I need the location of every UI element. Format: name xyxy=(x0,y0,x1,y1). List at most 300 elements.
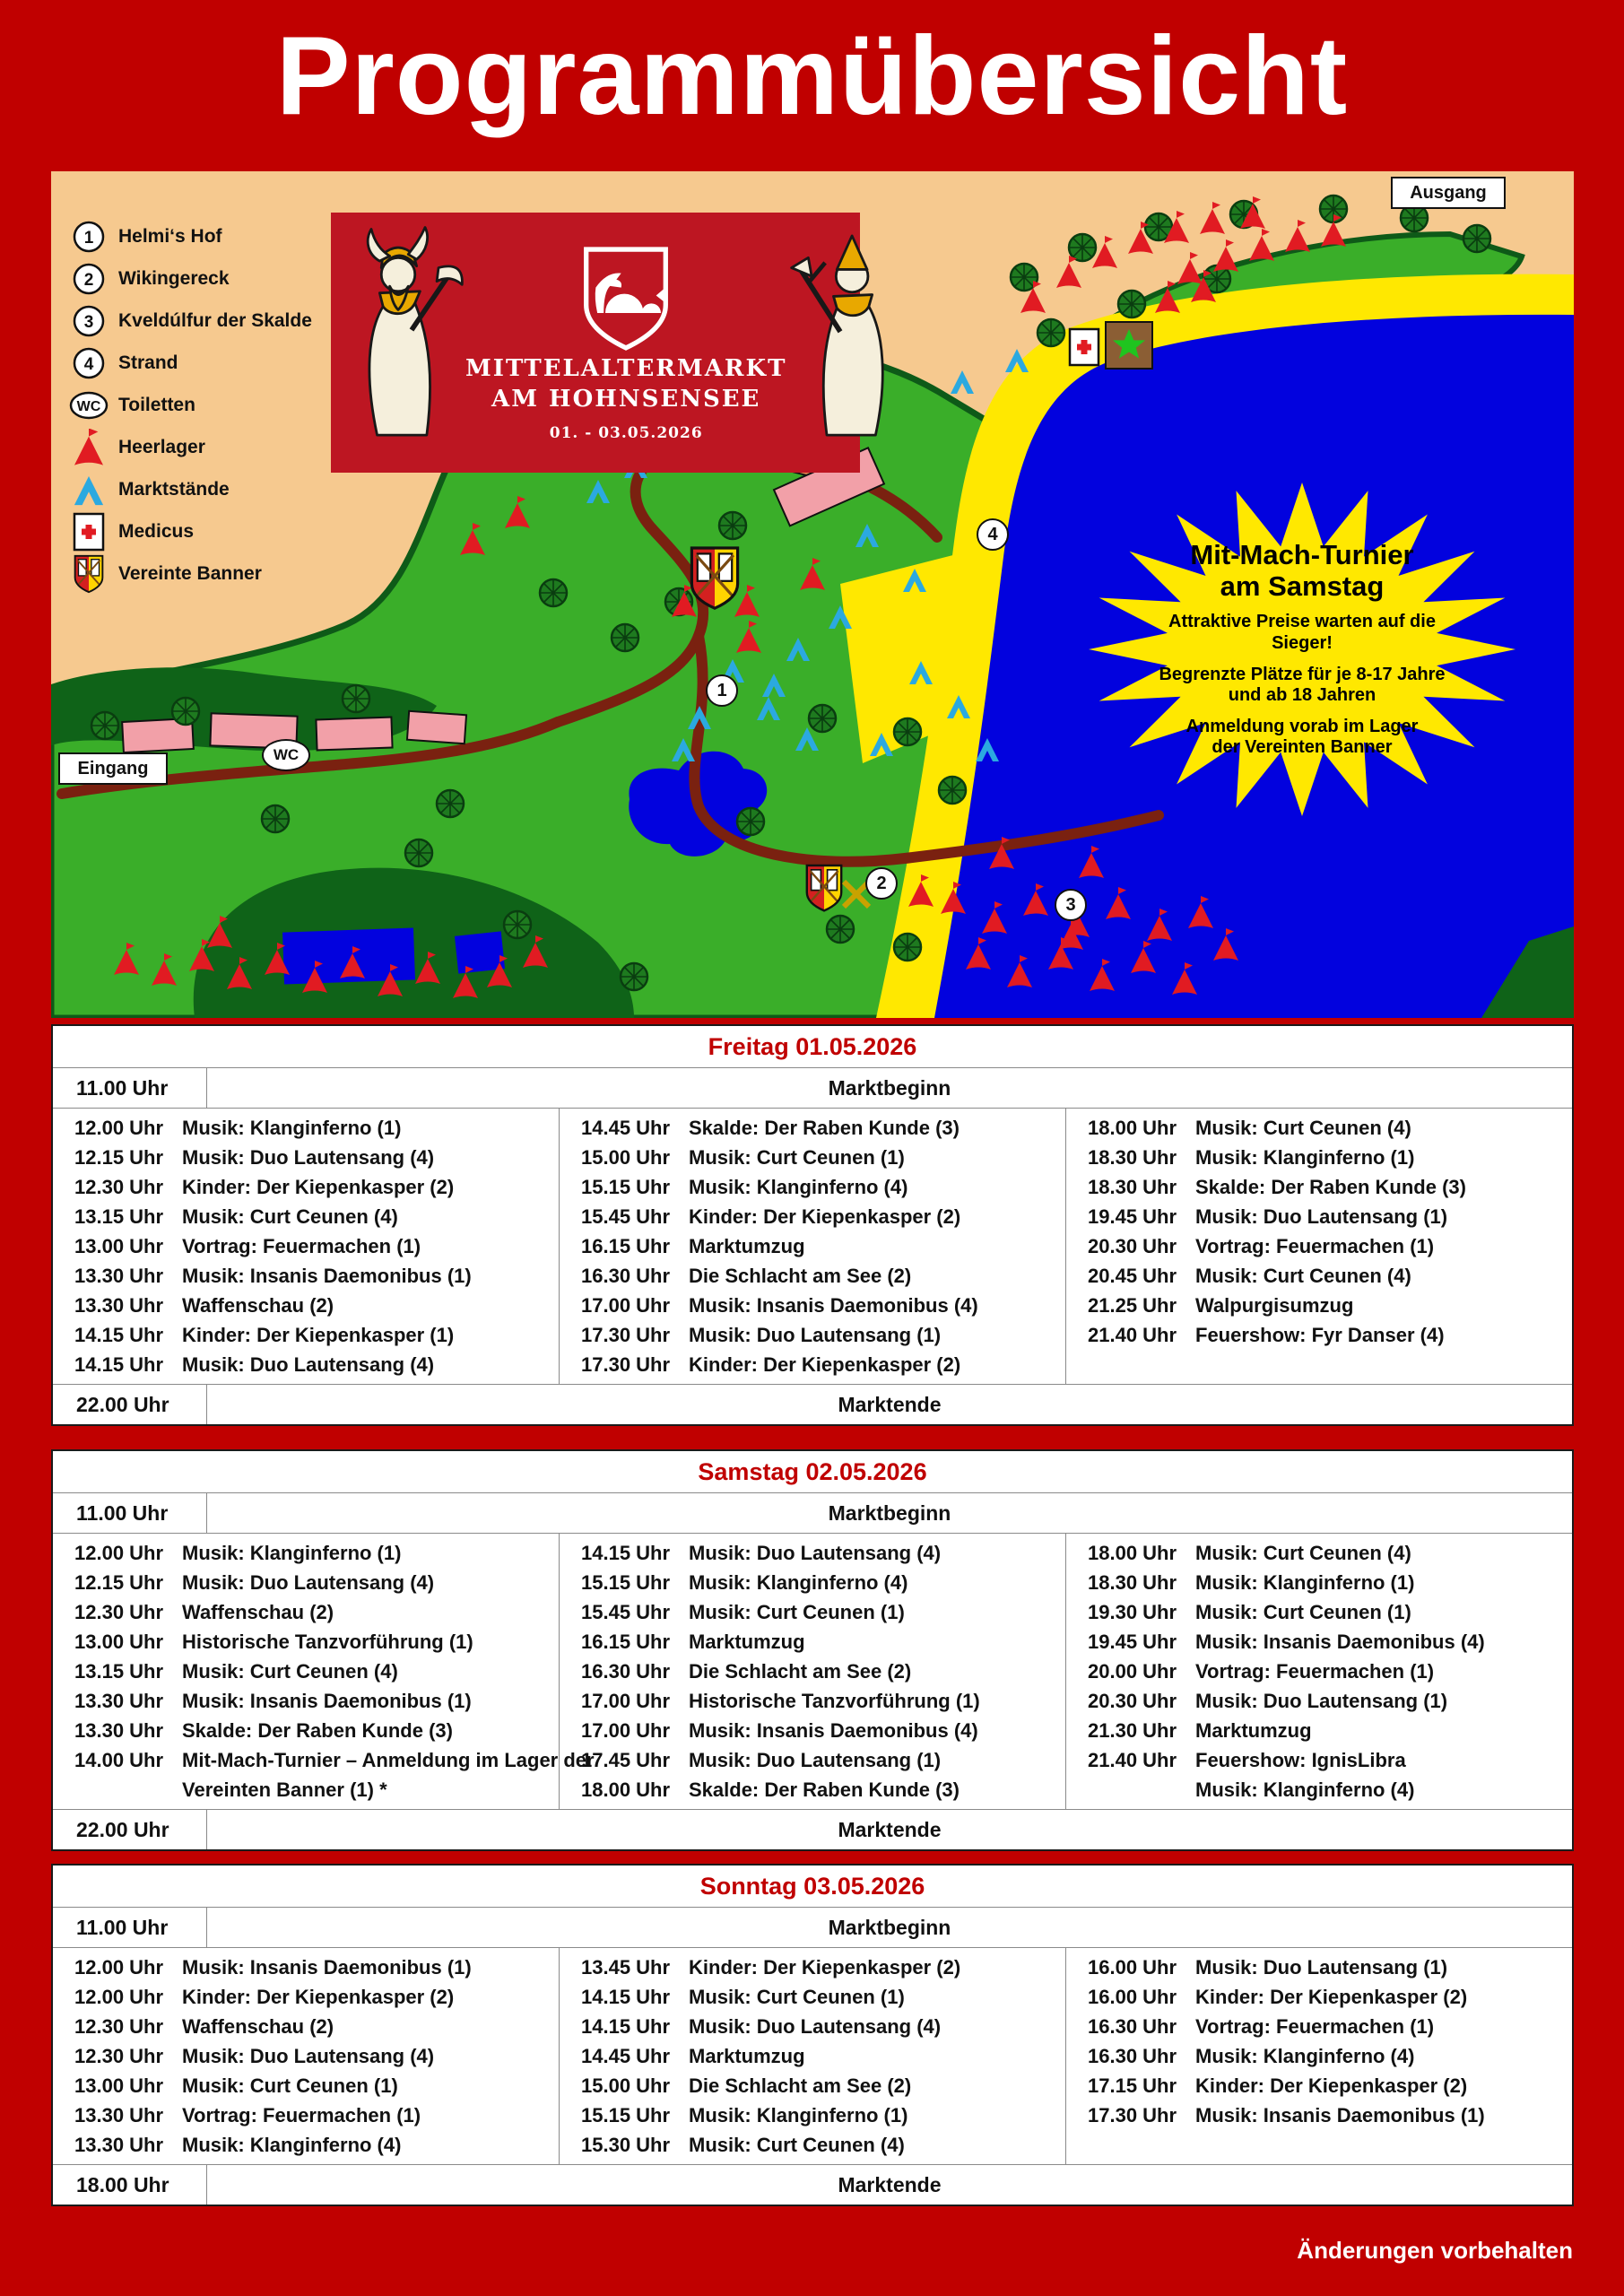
event-text: Vortrag: Feuermachen (1) xyxy=(182,2104,421,2126)
event-row xyxy=(53,1952,559,1982)
event-time: 20.45 Uhr xyxy=(1088,1265,1177,1287)
knight-illustration xyxy=(786,213,921,473)
burst-paragraph-3 xyxy=(1136,717,1468,759)
event-row xyxy=(1066,1775,1572,1805)
event-row xyxy=(53,1350,559,1379)
schedule-column-2 xyxy=(560,1948,1066,2164)
event-text: Musik: Insanis Daemonibus (1) xyxy=(182,1690,472,1712)
event-row xyxy=(1066,1113,1572,1143)
medicus-cross-icon xyxy=(71,510,107,553)
event-row xyxy=(560,1172,1065,1202)
event-time: 13.15 Uhr xyxy=(74,1660,164,1683)
event-text: Musik: Duo Lautensang (4) xyxy=(182,2045,435,2067)
event-time: 14.15 Uhr xyxy=(74,1324,164,1346)
day-title: Sonntag 03.05.2026 xyxy=(53,1866,1572,1908)
day-title: Freitag 01.05.2026 xyxy=(53,1026,1572,1068)
open-label: Marktbeginn xyxy=(828,1075,951,1100)
event-time: 12.00 Uhr xyxy=(74,1542,164,1564)
event-time xyxy=(74,1775,182,1805)
event-text: Musik: Klanginferno (4) xyxy=(1195,2045,1415,2067)
legend-label: Helmi‘s Hof xyxy=(118,226,222,247)
event-row xyxy=(1066,1627,1572,1657)
event-time: 21.40 Uhr xyxy=(1088,1749,1177,1771)
event-row xyxy=(1066,2012,1572,2041)
event-time: 14.15 Uhr xyxy=(581,1986,671,2008)
event-time: 17.00 Uhr xyxy=(581,1690,671,1712)
event-time: 17.15 Uhr xyxy=(1088,2074,1177,2097)
event-time: 16.30 Uhr xyxy=(581,1265,671,1287)
map-marker-2: 2 xyxy=(865,867,898,900)
event-text: Musik: Insanis Daemonibus (1) xyxy=(182,1265,472,1287)
event-time: 14.15 Uhr xyxy=(581,2015,671,2038)
event-time: 13.30 Uhr xyxy=(74,2134,164,2156)
event-text: Musik: Duo Lautensang (1) xyxy=(689,1324,942,1346)
event-time: 16.15 Uhr xyxy=(581,1235,671,1257)
event-row xyxy=(560,1775,1065,1805)
event-time: 21.25 Uhr xyxy=(1088,1294,1177,1317)
banner-title-line2: AM HOHNSENSEE xyxy=(491,386,761,413)
event-time: 16.30 Uhr xyxy=(581,1660,671,1683)
event-text: Musik: Duo Lautensang (4) xyxy=(182,1146,435,1169)
event-time: 13.00 Uhr xyxy=(74,1631,164,1653)
wc-icon xyxy=(69,390,109,421)
close-label: Marktende xyxy=(838,1817,942,1841)
wc-map-label: WC xyxy=(262,739,310,771)
event-time: 16.30 Uhr xyxy=(1088,2045,1177,2067)
event-time: 18.00 Uhr xyxy=(581,1779,671,1801)
burst-paragraph-line: der Vereinten Banner xyxy=(1211,737,1393,758)
burst-paragraph-line: Attraktive Preise warten auf die Sieger! xyxy=(1168,612,1436,654)
legend-item-4 xyxy=(69,348,312,378)
event-time: 20.00 Uhr xyxy=(1088,1660,1177,1683)
burst-headline xyxy=(1136,540,1468,602)
event-row xyxy=(1066,1143,1572,1172)
event-row xyxy=(53,1597,559,1627)
event-row xyxy=(53,1291,559,1320)
event-time: 19.30 Uhr xyxy=(1088,1601,1177,1623)
vereinte-banner-shield-icon xyxy=(691,548,737,608)
vereinte-banner-shield-icon xyxy=(807,865,841,910)
event-row xyxy=(53,1745,595,1775)
site-map xyxy=(51,171,1574,1018)
event-row xyxy=(560,1291,1065,1320)
event-row xyxy=(560,1627,1065,1657)
event-row xyxy=(1066,1538,1572,1568)
red-tent-icon xyxy=(71,429,107,466)
burst-text-block xyxy=(1136,540,1468,759)
close-label: Marktende xyxy=(838,1392,942,1416)
event-time: 13.45 Uhr xyxy=(581,1956,671,1979)
close-label: Marktende xyxy=(838,2172,942,2196)
event-text: Musik: Curt Ceunen (1) xyxy=(689,1986,905,2008)
event-text: Musik: Curt Ceunen (1) xyxy=(689,1601,905,1623)
event-text: Musik: Duo Lautensang (1) xyxy=(1195,1205,1448,1228)
legend-item-9 xyxy=(69,559,312,589)
event-row xyxy=(1066,2100,1572,2130)
event-time: 16.15 Uhr xyxy=(581,1631,671,1653)
event-row xyxy=(560,1113,1065,1143)
event-text: Kinder: Der Kiepenkasper (2) xyxy=(182,1986,455,2008)
event-text: Waffenschau (2) xyxy=(182,1601,334,1623)
event-row xyxy=(560,1320,1065,1350)
event-time: 20.30 Uhr xyxy=(1088,1235,1177,1257)
event-text: Kinder: Der Kiepenkasper (2) xyxy=(689,1353,961,1376)
event-time: 12.30 Uhr xyxy=(74,1601,164,1623)
event-row xyxy=(1066,2071,1572,2100)
event-row xyxy=(560,2012,1065,2041)
event-row xyxy=(53,1113,559,1143)
event-text: Kinder: Der Kiepenkasper (2) xyxy=(1195,2074,1468,2097)
legend-item-2 xyxy=(69,264,312,294)
map-marker-4: 4 xyxy=(977,518,1009,551)
event-row xyxy=(1066,1657,1572,1686)
event-time: 13.30 Uhr xyxy=(74,1719,164,1742)
schedule-column-2 xyxy=(560,1534,1066,1809)
event-text: Musik: Klanginferno (1) xyxy=(182,1542,402,1564)
event-banner xyxy=(331,213,860,473)
event-text: Waffenschau (2) xyxy=(182,1294,334,1317)
event-time: 19.45 Uhr xyxy=(1088,1205,1177,1228)
event-text: Musik: Insanis Daemonibus (4) xyxy=(1195,1631,1485,1653)
event-time: 16.00 Uhr xyxy=(1088,1986,1177,2008)
event-text: Musik: Klanginferno (1) xyxy=(182,1117,402,1139)
event-row xyxy=(1066,1231,1572,1261)
banner-title-line1: MITTELALTERMARKT xyxy=(465,355,787,383)
event-time: 15.15 Uhr xyxy=(581,1176,671,1198)
event-row xyxy=(1066,2041,1572,2071)
event-row xyxy=(53,1686,559,1716)
open-time: 11.00 Uhr xyxy=(53,1068,207,1108)
event-text: Vereinten Banner (1) * xyxy=(182,1779,387,1801)
event-text: Musik: Curt Ceunen (1) xyxy=(689,1146,905,1169)
event-time: 15.15 Uhr xyxy=(581,1571,671,1594)
event-time: 17.45 Uhr xyxy=(581,1749,671,1771)
schedule-column-3 xyxy=(1066,1109,1572,1384)
legend-item-1 xyxy=(69,222,312,252)
market-close-row xyxy=(53,1809,1572,1849)
shield-icon xyxy=(70,552,108,596)
event-time: 13.30 Uhr xyxy=(74,1690,164,1712)
event-text: Vortrag: Feuermachen (1) xyxy=(182,1235,421,1257)
event-time: 21.30 Uhr xyxy=(1088,1719,1177,1742)
event-row xyxy=(53,1202,559,1231)
event-row xyxy=(1066,1952,1572,1982)
schedule-column-3 xyxy=(1066,1534,1572,1809)
marker-2-icon xyxy=(72,262,106,296)
burst-headline-line: am Samstag xyxy=(1220,570,1385,602)
event-text: Historische Tanzvorführung (1) xyxy=(689,1690,980,1712)
event-time: 15.00 Uhr xyxy=(581,1146,671,1169)
entrance-label: Eingang xyxy=(58,752,168,785)
event-text: Feuershow: IgnisLibra xyxy=(1195,1749,1406,1771)
event-row xyxy=(1066,1982,1572,2012)
event-text: Musik: Duo Lautensang (4) xyxy=(689,2015,942,2038)
event-text: Kinder: Der Kiepenkasper (2) xyxy=(689,1205,961,1228)
event-row xyxy=(1066,1261,1572,1291)
event-row xyxy=(53,2100,559,2130)
event-text: Musik: Insanis Daemonibus (1) xyxy=(1195,2104,1485,2126)
schedule-table-sonntag xyxy=(51,1864,1574,2206)
event-row xyxy=(53,1716,559,1745)
market-open-row xyxy=(53,1908,1572,1948)
event-text: Musik: Curt Ceunen (4) xyxy=(182,1660,398,1683)
legend-item-7 xyxy=(69,474,312,505)
event-row xyxy=(53,1261,559,1291)
event-time: 19.45 Uhr xyxy=(1088,1631,1177,1653)
event-row xyxy=(560,2130,1065,2160)
event-row xyxy=(1066,1172,1572,1202)
event-text: Vortrag: Feuermachen (1) xyxy=(1195,2015,1435,2038)
burst-paragraph-line: und ab 18 Jahren xyxy=(1228,685,1376,706)
event-time: 13.00 Uhr xyxy=(74,1235,164,1257)
event-row xyxy=(1066,1320,1572,1350)
marker-3-icon xyxy=(72,304,106,338)
market-open-row xyxy=(53,1493,1572,1534)
event-text: Vortrag: Feuermachen (1) xyxy=(1195,1235,1435,1257)
event-time: 15.15 Uhr xyxy=(581,2104,671,2126)
event-text: Kinder: Der Kiepenkasper (2) xyxy=(1195,1986,1468,2008)
event-text: Skalde: Der Raben Kunde (3) xyxy=(689,1117,960,1139)
event-text: Musik: Insanis Daemonibus (4) xyxy=(689,1294,978,1317)
event-time: 14.15 Uhr xyxy=(74,1353,164,1376)
schedule-tables xyxy=(51,1024,1574,2230)
event-time: 15.00 Uhr xyxy=(581,2074,671,2097)
event-text: Musik: Insanis Daemonibus (4) xyxy=(689,1719,978,1742)
page-title: Programmübersicht xyxy=(275,14,1349,138)
event-text: Marktumzug xyxy=(689,1235,805,1257)
event-row xyxy=(53,1320,559,1350)
svg-text:1: 1 xyxy=(83,229,94,248)
event-time: 18.00 Uhr xyxy=(1088,1117,1177,1139)
event-time: 13.30 Uhr xyxy=(74,1294,164,1317)
event-text: Musik: Duo Lautensang (4) xyxy=(182,1353,435,1376)
event-text: Musik: Curt Ceunen (4) xyxy=(182,1205,398,1228)
event-time: 17.30 Uhr xyxy=(1088,2104,1177,2126)
banner-text-block xyxy=(465,213,786,473)
day-title: Samstag 02.05.2026 xyxy=(53,1451,1572,1493)
event-text: Musik: Curt Ceunen (1) xyxy=(182,2074,398,2097)
event-time: 16.30 Uhr xyxy=(1088,2015,1177,2038)
open-time: 11.00 Uhr xyxy=(53,1908,207,1947)
event-text: Musik: Klanginferno (4) xyxy=(689,1176,908,1198)
day-schedule-body xyxy=(53,1109,1572,1384)
legend-label: Marktstände xyxy=(118,479,230,500)
event-row xyxy=(560,1202,1065,1231)
event-row xyxy=(560,1716,1065,1745)
schedule-column-3 xyxy=(1066,1948,1572,2164)
event-time: 18.30 Uhr xyxy=(1088,1146,1177,1169)
event-row xyxy=(1066,1597,1572,1627)
event-row xyxy=(53,1775,559,1805)
event-text: Die Schlacht am See (2) xyxy=(689,1265,912,1287)
burst-headline-line: Mit-Mach-Turnier xyxy=(1190,539,1414,570)
banner-dates: 01. - 03.05.2026 xyxy=(549,423,703,442)
event-text: Mit-Mach-Turnier – Anmeldung im Lager der xyxy=(182,1749,595,1771)
event-row xyxy=(560,1952,1065,1982)
event-text: Musik: Curt Ceunen (4) xyxy=(1195,1542,1411,1564)
event-text: Die Schlacht am See (2) xyxy=(689,1660,912,1683)
event-row xyxy=(560,1657,1065,1686)
event-row xyxy=(53,1143,559,1172)
tournament-burst xyxy=(1082,474,1522,824)
medicus-icon xyxy=(1070,329,1099,365)
event-row xyxy=(560,1261,1065,1291)
event-text: Die Schlacht am See (2) xyxy=(689,2074,912,2097)
event-text: Musik: Klanginferno (4) xyxy=(1195,1779,1415,1801)
legend-item-8 xyxy=(69,517,312,547)
schedule-table-samstag xyxy=(51,1449,1574,1851)
event-row xyxy=(53,1568,559,1597)
event-time: 18.30 Uhr xyxy=(1088,1571,1177,1594)
event-text: Musik: Duo Lautensang (1) xyxy=(1195,1690,1448,1712)
event-row xyxy=(560,2041,1065,2071)
event-text: Musik: Duo Lautensang (4) xyxy=(182,1571,435,1594)
event-time: 15.45 Uhr xyxy=(581,1601,671,1623)
svg-text:WC: WC xyxy=(76,399,101,414)
event-row xyxy=(53,1657,559,1686)
event-text: Marktumzug xyxy=(689,2045,805,2067)
event-row xyxy=(1066,1568,1572,1597)
legend-label: Medicus xyxy=(118,521,195,542)
map-marker-3: 3 xyxy=(1055,889,1087,921)
open-label: Marktbeginn xyxy=(828,1500,951,1525)
event-text: Kinder: Der Kiepenkasper (1) xyxy=(182,1324,455,1346)
event-row xyxy=(53,2012,559,2041)
legend-label: Strand xyxy=(118,352,178,373)
market-close-row xyxy=(53,2164,1572,2205)
exit-label: Ausgang xyxy=(1391,177,1506,209)
event-time: 12.30 Uhr xyxy=(74,2015,164,2038)
blue-tent-icon xyxy=(71,472,107,508)
event-time: 14.00 Uhr xyxy=(74,1749,164,1771)
event-text: Skalde: Der Raben Kunde (3) xyxy=(689,1779,960,1801)
event-row xyxy=(560,1686,1065,1716)
event-time: 17.00 Uhr xyxy=(581,1294,671,1317)
event-text: Musik: Duo Lautensang (1) xyxy=(689,1749,942,1771)
burst-paragraph-line: Begrenzte Plätze für je 8-17 Jahre xyxy=(1159,664,1446,684)
event-time: 13.30 Uhr xyxy=(74,2104,164,2126)
burst-paragraph-line: Anmeldung vorab im Lager xyxy=(1185,716,1419,736)
event-time: 14.45 Uhr xyxy=(581,2045,671,2067)
event-text: Walpurgisumzug xyxy=(1195,1294,1354,1317)
event-time: 14.45 Uhr xyxy=(581,1117,671,1139)
close-time: 22.00 Uhr xyxy=(53,1810,207,1849)
schedule-column-1 xyxy=(53,1534,595,1809)
event-row xyxy=(560,1538,1065,1568)
map-legend xyxy=(69,222,312,589)
event-text: Musik: Klanginferno (1) xyxy=(1195,1571,1415,1594)
burst-paragraph-2 xyxy=(1136,665,1468,707)
legend-label: Kveldúlfur der Skalde xyxy=(118,310,312,331)
event-text: Musik: Klanginferno (1) xyxy=(689,2104,908,2126)
event-row xyxy=(560,1745,1065,1775)
event-time: 15.45 Uhr xyxy=(581,1205,671,1228)
schedule-column-1 xyxy=(53,1948,560,2164)
event-text: Musik: Curt Ceunen (1) xyxy=(1195,1601,1411,1623)
event-row xyxy=(1066,1745,1572,1775)
event-time: 18.00 Uhr xyxy=(1088,1542,1177,1564)
event-time: 15.30 Uhr xyxy=(581,2134,671,2156)
event-row xyxy=(560,1350,1065,1379)
event-time: 12.30 Uhr xyxy=(74,1176,164,1198)
schedule-column-2 xyxy=(560,1109,1066,1384)
legend-label: Heerlager xyxy=(118,437,205,457)
event-time: 21.40 Uhr xyxy=(1088,1324,1177,1346)
event-row xyxy=(560,1143,1065,1172)
event-row xyxy=(53,2071,559,2100)
event-row xyxy=(560,1568,1065,1597)
event-text: Musik: Insanis Daemonibus (1) xyxy=(182,1956,472,1979)
day-schedule-body xyxy=(53,1948,1572,2164)
event-text: Feuershow: Fyr Danser (4) xyxy=(1195,1324,1445,1346)
event-text: Skalde: Der Raben Kunde (3) xyxy=(182,1719,453,1742)
schedule-column-1 xyxy=(53,1109,560,1384)
event-row xyxy=(53,1627,559,1657)
event-text: Musik: Klanginferno (1) xyxy=(1195,1146,1415,1169)
open-time: 11.00 Uhr xyxy=(53,1493,207,1533)
event-time: 13.30 Uhr xyxy=(74,1265,164,1287)
event-time: 13.00 Uhr xyxy=(74,2074,164,2097)
event-row xyxy=(560,1982,1065,2012)
event-time: 12.15 Uhr xyxy=(74,1571,164,1594)
svg-text:2: 2 xyxy=(83,271,94,290)
close-time: 22.00 Uhr xyxy=(53,1385,207,1424)
event-time: 18.30 Uhr xyxy=(1088,1176,1177,1198)
event-text: Musik: Duo Lautensang (4) xyxy=(689,1542,942,1564)
day-schedule-body xyxy=(53,1534,1572,1809)
event-row xyxy=(1066,1716,1572,1745)
legend-item-6 xyxy=(69,432,312,463)
viking-illustration xyxy=(331,213,465,473)
event-row xyxy=(53,1538,559,1568)
event-text: Kinder: Der Kiepenkasper (2) xyxy=(689,1956,961,1979)
event-time: 12.30 Uhr xyxy=(74,2045,164,2067)
open-label: Marktbeginn xyxy=(828,1915,951,1939)
event-row xyxy=(1066,1686,1572,1716)
event-text: Vortrag: Feuermachen (1) xyxy=(1195,1660,1435,1683)
market-open-row xyxy=(53,1068,1572,1109)
event-time: 17.00 Uhr xyxy=(581,1719,671,1742)
svg-text:4: 4 xyxy=(83,355,94,374)
event-row xyxy=(53,1231,559,1261)
event-row xyxy=(560,2071,1065,2100)
burst-paragraph-1 xyxy=(1136,612,1468,654)
legend-item-3 xyxy=(69,306,312,336)
marker-1-icon xyxy=(72,220,106,254)
event-text: Historische Tanzvorführung (1) xyxy=(182,1631,473,1653)
event-text: Marktumzug xyxy=(1195,1719,1312,1742)
event-time: 20.30 Uhr xyxy=(1088,1690,1177,1712)
event-text: Musik: Duo Lautensang (1) xyxy=(1195,1956,1448,1979)
event-row xyxy=(53,1172,559,1202)
event-row xyxy=(1066,1202,1572,1231)
event-text: Kinder: Der Kiepenkasper (2) xyxy=(182,1176,455,1198)
event-text: Musik: Curt Ceunen (4) xyxy=(1195,1117,1411,1139)
event-row xyxy=(560,1597,1065,1627)
event-time: 12.15 Uhr xyxy=(74,1146,164,1169)
event-time xyxy=(1088,1775,1195,1805)
event-row xyxy=(53,2041,559,2071)
legend-label: Vereinte Banner xyxy=(118,563,262,584)
event-time: 12.00 Uhr xyxy=(74,1986,164,2008)
event-row xyxy=(560,1231,1065,1261)
dragon-shield-logo xyxy=(577,243,675,354)
close-time: 18.00 Uhr xyxy=(53,2165,207,2205)
event-time: 12.00 Uhr xyxy=(74,1956,164,1979)
event-text: Musik: Curt Ceunen (4) xyxy=(689,2134,905,2156)
event-row xyxy=(53,1982,559,2012)
event-row xyxy=(560,2100,1065,2130)
